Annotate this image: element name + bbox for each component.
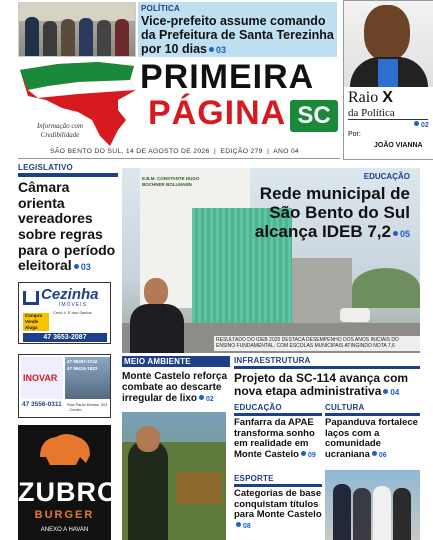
car xyxy=(340,308,370,322)
top-story-headline[interactable]: Vice-prefeito assume comando da Prefeitura de Santa Terezinha por 10 dias 03 xyxy=(141,14,334,56)
env-section: MEIO AMBIENTE xyxy=(122,356,230,367)
left-story[interactable] xyxy=(18,163,118,274)
env-headline: Monte Castelo reforça combate ao descarte irregular de lixo 02 xyxy=(122,371,228,405)
ad-inovar-phone-b: 47 98415-1823 xyxy=(67,366,98,371)
ad-cezinha-brand: Cezinha xyxy=(41,286,99,303)
ad-inovar-phone-a: 47 98497-2742 xyxy=(67,359,98,364)
env-photo[interactable] xyxy=(122,412,226,540)
infra-headline: Projeto da SC-114 avança com nova etapa administrativa 04 xyxy=(234,371,409,399)
sport-section: ESPORTE xyxy=(234,474,274,483)
column-box[interactable] xyxy=(343,0,433,160)
column-subtitle: da Política xyxy=(348,107,428,120)
env-story[interactable] xyxy=(122,356,230,405)
masthead-tagline: Informação com Credibilidade xyxy=(36,122,84,139)
lead-caption: RESULTADO DO IDEB 2025 DESTACA DESEMPENHO DOS ANOS INICIAIS DO ENSINO FUNDAMENTAL, COM ESCOLAS MUNICIPAIS ATINGINDO NOTA 7,6 xyxy=(214,336,420,351)
sport-headline: Categorias de base conquistam títulos para Monte Castelo08 xyxy=(234,488,322,530)
left-story-headline: Câmara orienta vereadores sobre regras para o período eleitoral 03 xyxy=(18,179,116,274)
masthead-title-1: PRIMEIRA xyxy=(140,58,315,96)
masthead-title-2: PÁGINA xyxy=(148,94,287,132)
lead-photo[interactable] xyxy=(122,168,420,353)
lead-headline: Rede municipal de São Bento do Sul alcança IDEB 7,2 05 xyxy=(254,184,410,242)
ad-cezinha-sub: IMÓVEIS xyxy=(59,302,87,308)
column-title: Raio X xyxy=(348,89,393,106)
edu2-section: EDUCAÇÃO xyxy=(234,403,282,412)
page-number: 03 xyxy=(216,45,227,55)
culture-photo[interactable] xyxy=(325,470,420,540)
column-by-label: Por: xyxy=(348,131,361,138)
ad-zubro-tagline: ANEXO A HAVAN xyxy=(40,527,89,533)
hill xyxy=(352,268,420,308)
top-story-box[interactable] xyxy=(138,2,337,57)
ad-zubro-brand: ZUBRO xyxy=(18,477,119,507)
culture-section: CULTURA xyxy=(325,403,365,412)
culture-headline: Papanduva fortalece laços com a comunidade ucraniana 06 xyxy=(325,417,418,460)
lead-section: EDUCAÇÃO xyxy=(363,172,410,181)
person-official xyxy=(126,278,186,353)
house-icon xyxy=(23,291,39,305)
ad-inovar[interactable] xyxy=(18,354,111,418)
ad-cezinha-address: Creci 4. E dos Santos xyxy=(53,310,92,315)
ad-cezinha[interactable] xyxy=(18,282,111,344)
column-page: 02 xyxy=(412,121,429,129)
ad-cezinha-phone: 47 3653-2087 xyxy=(23,333,107,342)
ad-inovar-address: Rua Paulo Klesse, 361 - Centro xyxy=(67,402,108,412)
ad-cezinha-badge: Compra Vende Aluga xyxy=(23,313,49,331)
masthead-badge: SC xyxy=(290,100,338,132)
ad-inovar-logo: INOVAR xyxy=(21,357,63,399)
page-dot xyxy=(209,47,214,52)
building-sign: E.B.M. CONSTANTE HUGO BOCHNER BOLLMANN xyxy=(142,176,200,187)
infra-story[interactable] xyxy=(234,356,420,399)
column-author: JOÃO VIANNA xyxy=(374,142,423,149)
culture-story[interactable] xyxy=(325,403,420,461)
sport-story[interactable] xyxy=(234,474,322,532)
ad-inovar-phone: 47 3556-0311 xyxy=(22,401,62,408)
top-story-section: POLÍTICA xyxy=(141,4,180,13)
edu2-story[interactable] xyxy=(234,403,322,461)
ad-zubro-sub: BURGER xyxy=(34,509,95,521)
top-story-photo[interactable] xyxy=(18,2,136,57)
infra-section: INFRAESTRUTURA xyxy=(234,356,311,365)
left-story-section: LEGISLATIVO xyxy=(18,163,73,172)
masthead[interactable] xyxy=(18,60,340,150)
masthead-rule xyxy=(18,158,340,159)
ad-zubro[interactable] xyxy=(18,425,119,540)
columnist-photo xyxy=(344,1,433,87)
edu2-headline: Fanfarra da APAE transforma sonho em realidade em Monte Castelo 09 xyxy=(234,417,316,460)
bison-icon xyxy=(36,431,94,467)
dateline: SÃO BENTO DO SUL, 14 DE AGOSTO DE 2026 | EDIÇÃO 279 | ANO 04 xyxy=(50,148,300,155)
